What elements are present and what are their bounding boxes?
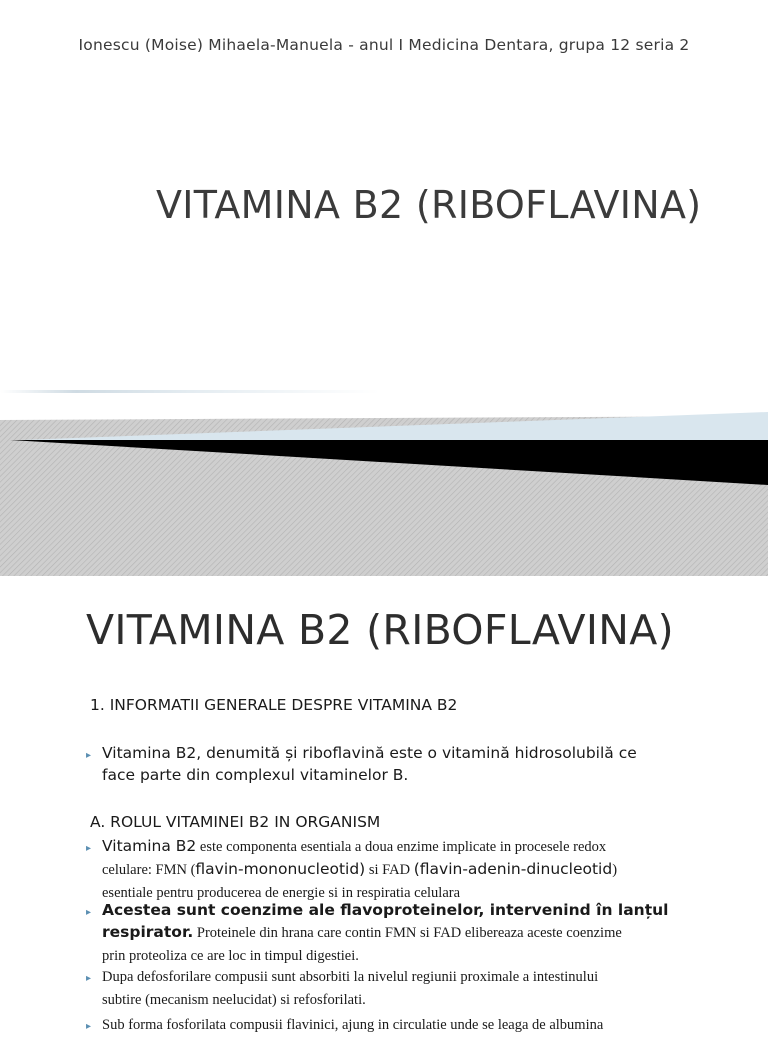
bullet-text: Sub forma fosforilata compusii flavinici, ajung in circulatie unde se leaga de albumina [102, 1017, 604, 1033]
slide-title: VITAMINA B2 (RIBOFLAVINA) [86, 606, 674, 654]
bullet-item [86, 742, 726, 786]
slide-title: VITAMINA B2 (RIBOFLAVINA) [156, 183, 702, 227]
bullet-text: (flavin-adenin-dinucleotid [413, 860, 613, 878]
bullet-text: prin proteoliza ce are loc in timpul digestiei. [102, 948, 359, 964]
bullet-text: Vitamina B2 [102, 837, 197, 855]
bullet-text-line: face parte din complexul vitaminelor B. [102, 766, 409, 784]
bullet-item [86, 1013, 726, 1036]
bullet-text: subtire (mecanism neelucidat) si refosforilati. [102, 992, 366, 1008]
bullet-text-line: Vitamina B2, denumită și riboflavină este o vitamină hidrosolubilă ce [102, 744, 637, 762]
bullet-text: esentiale pentru producerea de energie si in respiratia celulara [102, 885, 461, 901]
bullet-text: Dupa defosforilare compusii sunt absorbiti la nivelul regiunii proximale a intestinului [102, 969, 599, 985]
bullet-arrow-icon: ▸ [86, 750, 92, 761]
bullet-text: ) [612, 862, 618, 878]
bullet-arrow-icon: ▸ [86, 907, 92, 918]
decorative-band [0, 380, 768, 576]
section-heading: 1. INFORMATII GENERALE DESPRE VITAMINA B2 [90, 696, 458, 714]
bullet-text: respirator. [102, 923, 194, 941]
bullet-text: celulare: FMN ( [102, 862, 196, 878]
author-line: Ionescu (Moise) Mihaela-Manuela - anul I Medicina Dentara, grupa 12 seria 2 [78, 36, 690, 54]
bullet-text: si FAD [365, 862, 414, 878]
bullet-arrow-icon: ▸ [86, 973, 92, 984]
bullet-text: flavin-mononucleotid) [195, 860, 366, 878]
bullet-arrow-icon: ▸ [86, 843, 92, 854]
section-heading: A. ROLUL VITAMINEI B2 IN ORGANISM [90, 813, 381, 831]
content-slide [0, 576, 768, 1033]
bullet-item [86, 965, 726, 1011]
bullet-text: Acestea sunt coenzime ale flavoproteinelor, intervenind în lanțul [102, 901, 669, 919]
bullet-arrow-icon: ▸ [86, 1021, 92, 1032]
bullet-text: Proteinele din hrana care contin FMN si FAD elibereaza aceste coenzime [193, 925, 622, 941]
bullet-item [86, 899, 726, 967]
bullet-text: este componenta esentiala a doua enzime implicate in procesele redox [196, 839, 607, 855]
thin-accent-line [0, 390, 380, 393]
bullet-item [86, 835, 726, 904]
